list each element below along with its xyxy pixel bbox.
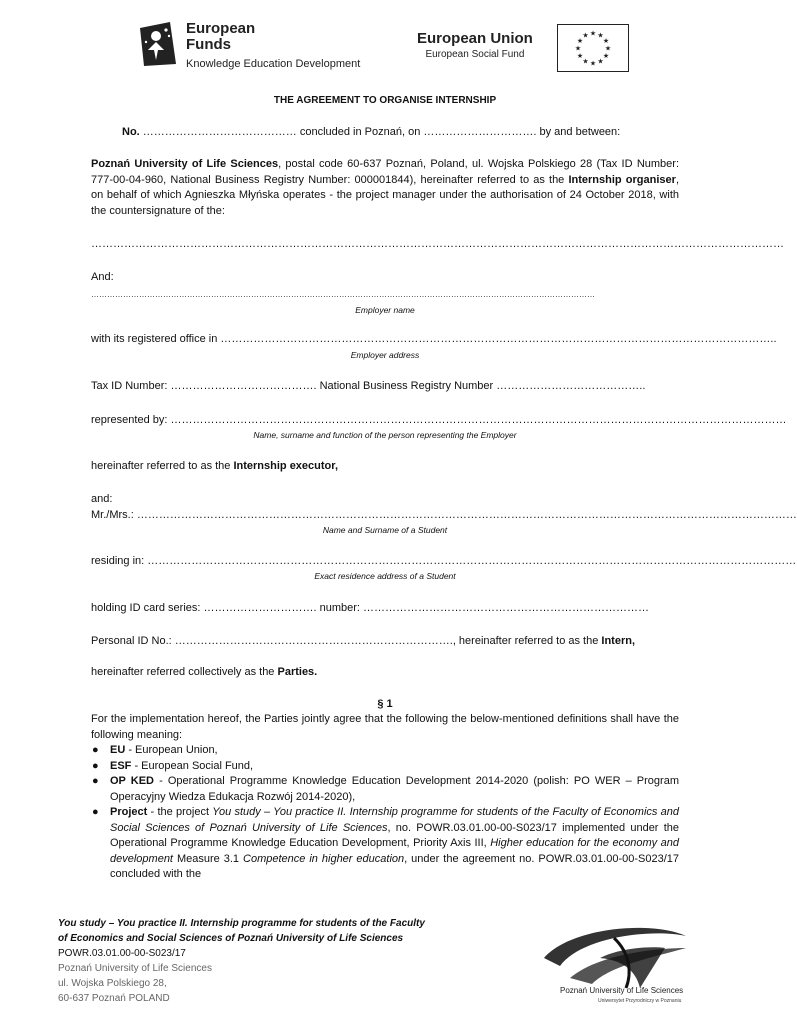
european-funds-title	[186, 21, 255, 53]
definition-item	[91, 743, 679, 759]
section-heading: § 1	[377, 698, 393, 710]
employer-address-caption: Employer address	[350, 350, 420, 360]
definitions-list	[91, 743, 679, 883]
personal-id-line	[91, 634, 679, 649]
ef-line2: Funds	[186, 36, 231, 53]
and-label: And:	[91, 271, 114, 283]
european-funds-logo	[136, 18, 386, 78]
student-name-caption: Name and Surname of a Student	[322, 525, 448, 535]
eu-star-icon: ★	[576, 53, 584, 60]
definition-term: EU	[110, 744, 126, 756]
no-label: No.	[122, 126, 140, 138]
eu-star-icon: ★	[597, 58, 604, 66]
residing-line: residing in: ……………………………………………………………………………………………………………………………………………………………	[91, 555, 797, 567]
eu-star-icon: ★	[589, 30, 597, 38]
eu-star-icon: ★	[582, 32, 589, 40]
definition-text: - European Social Fund,	[131, 759, 254, 772]
european-union-label	[417, 30, 533, 60]
eu-star-icon: ★	[589, 60, 597, 68]
intern-role: Intern,	[601, 635, 636, 647]
definition-term: ESF	[110, 759, 132, 772]
bullet-icon: ●	[92, 775, 99, 787]
eu-stars	[558, 25, 628, 71]
executor-pre: hereinafter referred to as the	[91, 460, 234, 472]
footer-city: 60-637 Poznań POLAND	[58, 993, 170, 1004]
eu-star-icon: ★	[574, 45, 582, 53]
countersignature-dots: ………………………………………………………………………………………………………………………………………………………………………	[91, 238, 784, 250]
definition-term: OP KED	[110, 775, 154, 787]
eu-flag-icon	[557, 24, 629, 72]
section-intro: For the implementation hereof, the Parties jointly agree that the following the below-mentioned definitions shall have the following meaning:	[91, 713, 679, 741]
definition-term: Project	[110, 806, 148, 818]
residing-caption: Exact residence address of a Student	[314, 571, 456, 581]
ef-line1: European	[186, 20, 256, 37]
footer-project-line2: of Economics and Social Sciences of Poznań University of Life Sciences	[58, 933, 404, 944]
agreement-number-line	[122, 125, 710, 140]
measure-name: Competence in higher education	[243, 852, 405, 865]
personal-pre: Personal ID No.: …………………………………………………………………., hereinafter referred to as the	[91, 635, 602, 647]
internship-executor-line	[91, 459, 679, 474]
eu-star-icon: ★	[602, 38, 610, 45]
employer-name-dots: ………………………………………………………………………………………………………………………………………………………………………	[91, 290, 595, 299]
organiser-role: Internship organiser	[568, 173, 676, 186]
student-name-line: Mr./Mrs.: ………………………………………………………………………………………………………………………………………………………………	[91, 509, 797, 521]
eu-star-icon: ★	[576, 38, 584, 45]
definition-text: - Operational Programme Knowledge Education Development 2014-2020 (polish: PO WER – Program Operacyjny Wiedza Edukacja Rozwój 2014-2020),	[110, 775, 679, 803]
european-funds-mark-icon	[136, 20, 180, 68]
priority-axis-name: Higher education for the economy and development	[110, 837, 679, 865]
eu-star-icon: ★	[582, 58, 589, 66]
footer-university: Poznań University of Life Sciences	[58, 963, 212, 974]
university-logo-name: Poznań University of Life Sciences	[560, 986, 684, 995]
organiser-paragraph	[91, 157, 679, 219]
bullet-icon: ●	[92, 806, 99, 818]
organiser-name: Poznań University of Life Sciences	[91, 158, 279, 170]
definition-text: - the project	[147, 806, 213, 818]
and2-label: and:	[91, 493, 113, 505]
definition-text: Measure 3.1	[173, 852, 244, 865]
tax-id-line: Tax ID Number: …………………………………. National Business Registry Number …………………………………..	[91, 380, 646, 392]
university-logo-subtitle: Uniwersytet Przyrodniczy w Poznaniu	[598, 998, 682, 1004]
eu-star-icon: ★	[597, 32, 604, 40]
footer-street: ul. Wojska Polskiego 28,	[58, 978, 167, 989]
bullet-icon: ●	[92, 759, 99, 772]
footer	[58, 916, 425, 1006]
project-title: You study – You practice II. Internship programme for students of the Faculty of Economics and Social Sciences of Poznań University of Life Sciences	[110, 806, 679, 834]
registered-office-line: with its registered office in ……………………………………………………………………………………………………………………………………..	[91, 333, 777, 345]
parties-pre: hereinafter referred collectively as the	[91, 666, 278, 678]
parties-role: Parties.	[277, 666, 318, 678]
definition-item	[91, 774, 679, 805]
represented-by-caption: Name, surname and function of the person representing the Employer	[253, 430, 517, 440]
footer-project-line1: You study – You practice II. Internship programme for students of the Faculty	[58, 918, 425, 929]
definition-text: , under the agreement no. POWR.03.01.00-00-S023/17 concluded with the	[110, 852, 680, 880]
definition-text: - European Union,	[125, 744, 218, 756]
organiser-text2: , on behalf of which Agnieszka Młyńska operates - the project manager under the authorisation of 24 October 2018, with the countersignature of the:	[91, 173, 679, 217]
document-title: THE AGREEMENT TO ORGANISE INTERNSHIP	[273, 95, 497, 106]
footer-project-number: POWR.03.01.00-00-S023/17	[58, 948, 186, 959]
definition-text: , no. POWR.03.01.00-00-S023/17 implemented under the Operational Programme Knowledge Education Development, Priority Axis III,	[110, 821, 679, 849]
parties-line	[91, 665, 679, 680]
represented-by-line: represented by: ……………………………………………………………………………………………………………………………………………………	[91, 414, 787, 426]
employer-name-caption: Employer name	[355, 305, 415, 315]
definition-item	[91, 759, 679, 775]
bullet-icon: ●	[92, 744, 99, 756]
organiser-text1: , postal code 60-637 Poznań, Poland, ul. Wojska Polskiego 28 (Tax ID Number: 777-00-04-960, National Business Registry Number: 000001844), hereinafter referred to as the	[91, 158, 680, 186]
no-line-rest: …………………………………… concluded in Poznań, on …………………………. by and between:	[139, 126, 621, 138]
eu-title: European Union	[417, 30, 533, 47]
ef-subtitle: Knowledge Education Development	[186, 58, 361, 70]
eu-star-icon: ★	[604, 45, 612, 53]
eu-subtitle: European Social Fund	[425, 49, 525, 60]
id-card-line: holding ID card series: …………………………. number: ……………………………………………………………………	[91, 602, 650, 614]
definition-item	[91, 805, 679, 883]
eu-star-icon: ★	[602, 53, 610, 60]
executor-role: Internship executor,	[233, 460, 338, 472]
